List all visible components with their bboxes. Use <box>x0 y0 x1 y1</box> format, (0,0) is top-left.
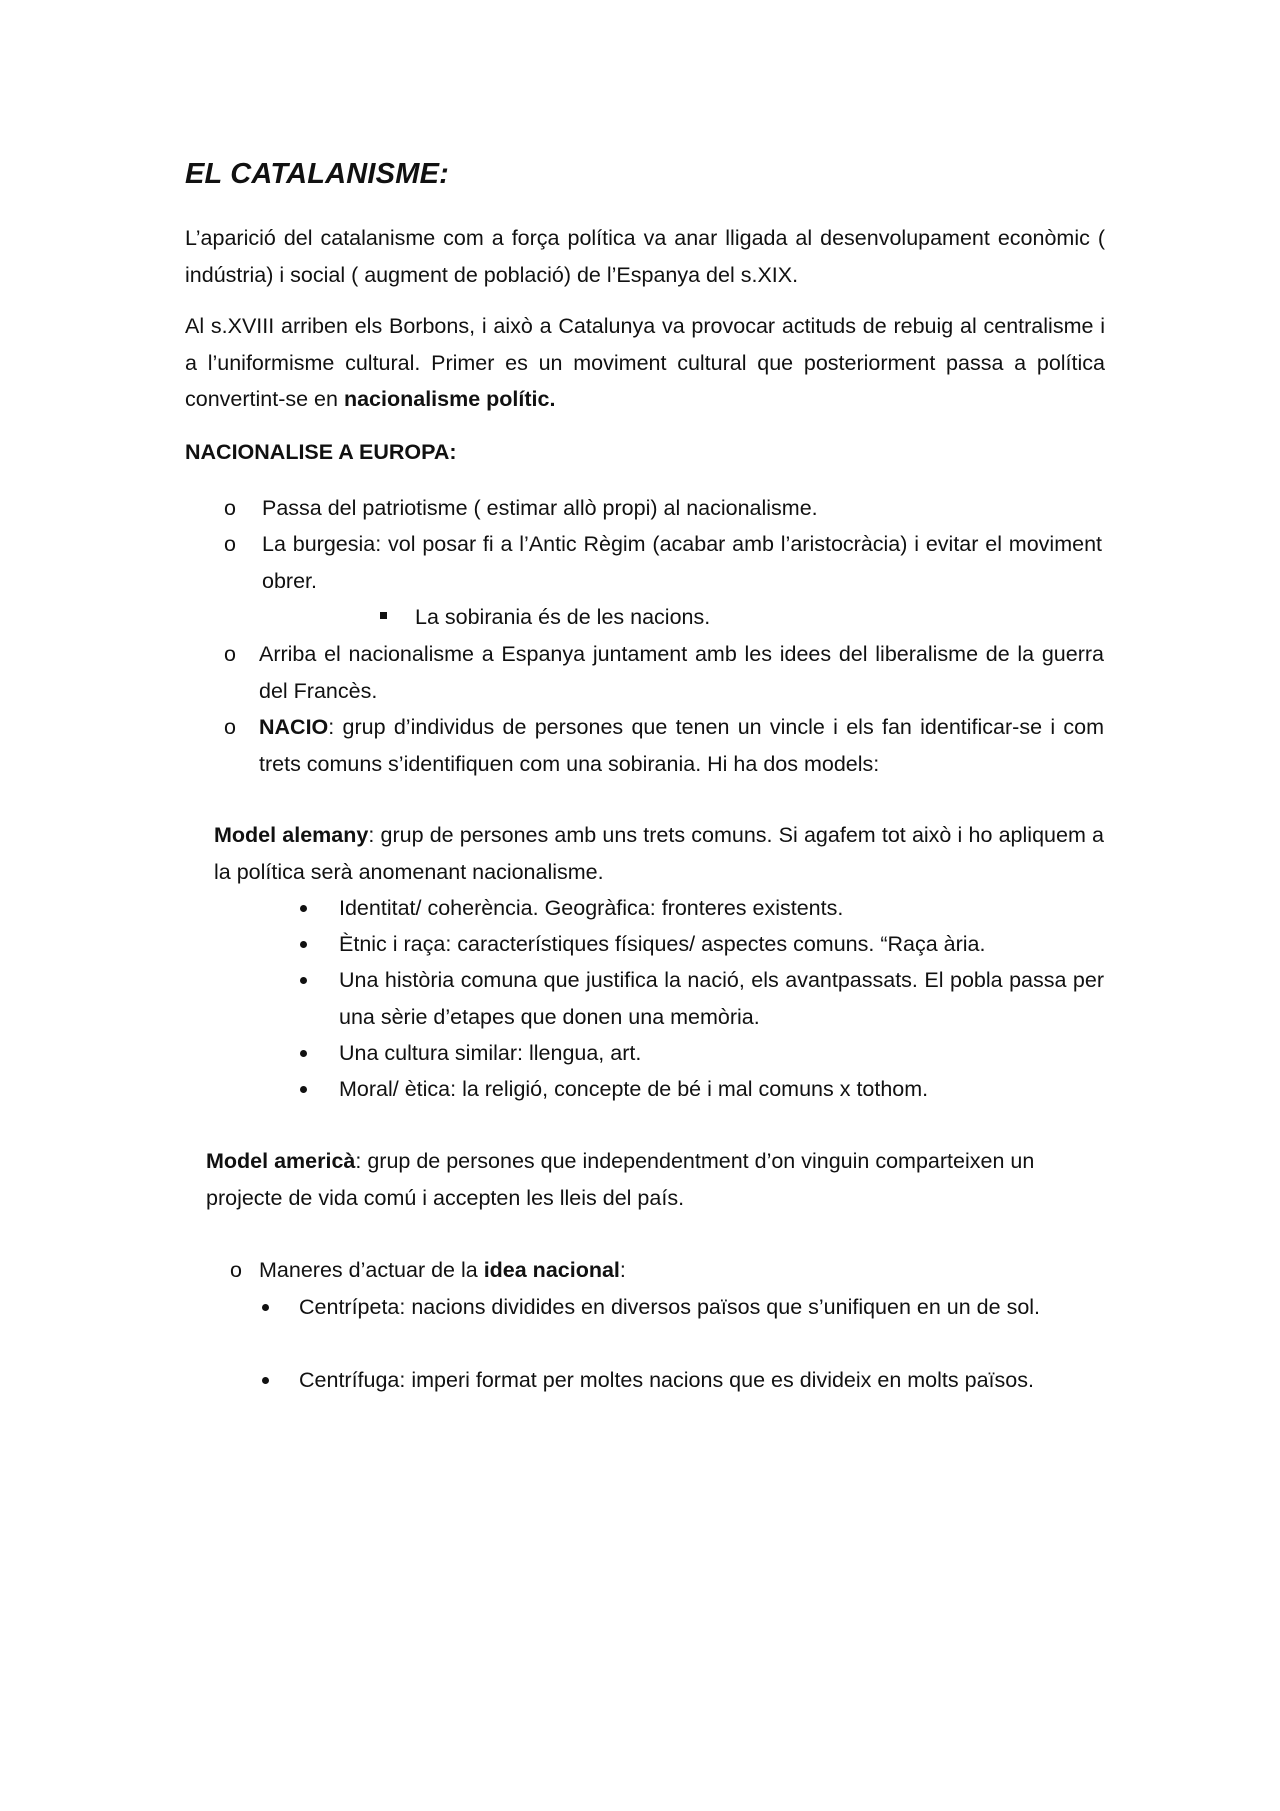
german-model-label: Model alemany <box>214 823 369 847</box>
idea-bullet-2: Centrífuga: imperi format per moltes nacions que es divideix en molts països. <box>299 1368 1034 1392</box>
list-marker: o <box>224 532 236 556</box>
list-marker: o <box>224 715 236 739</box>
europe-heading: NACIONALISE A EUROPA: <box>185 440 457 464</box>
nacio-label: NACIO <box>259 715 329 739</box>
list-marker: o <box>224 642 236 666</box>
europe-subitem-1: La sobirania és de les nacions. <box>415 605 711 629</box>
idea-nacional-suffix: : <box>619 1258 626 1282</box>
german-model-paragraph <box>214 817 1104 890</box>
list-marker: o <box>224 496 236 520</box>
american-model-paragraph <box>206 1143 1096 1216</box>
intro-paragraph-1: L’aparició del catalanisme com a força política va anar lligada al desenvolupament econòmic ( indústria) i social ( augment de població) de l’Espanya del s.XIX. <box>185 226 1105 287</box>
idea-nacional-bold: idea nacional <box>483 1258 620 1282</box>
bullet-dot <box>300 1050 307 1057</box>
german-bullet-5: Moral/ ètica: la religió, concepte de bé i mal comuns x tothom. <box>339 1077 929 1101</box>
bullet-dot <box>300 977 307 984</box>
square-bullet <box>380 612 387 619</box>
german-bullet-4: Una cultura similar: llengua, art. <box>339 1041 642 1065</box>
german-bullet-2: Ètnic i raça: característiques físiques/ aspectes comuns. “Raça ària. <box>339 932 986 956</box>
german-bullet-1: Identitat/ coherència. Geogràfica: fronteres existents. <box>339 896 844 920</box>
american-model-text: : grup de persones que independentment d’on vinguin comparteixen un projecte de vida comú i accepten les lleis del país. <box>206 1149 1035 1210</box>
idea-nacional-prefix: Maneres d’actuar de la <box>259 1258 484 1282</box>
list-marker: o <box>230 1258 242 1282</box>
europe-item-2: La burgesia: vol posar fi a l’Antic Règim (acabar amb l’aristocràcia) i evitar el moviment obrer. <box>262 532 1102 593</box>
intro-paragraph-2-text: Al s.XVIII arriben els Borbons, i això a Catalunya va provocar actituds de rebuig al centralisme i a l’uniformisme cultural. Primer es un moviment cultural que posteriorment passa a política convertint-se en <box>185 314 1105 411</box>
page-title: EL CATALANISME: <box>185 158 449 190</box>
idea-bullet-1: Centrípeta: nacions dividides en diversos països que s’unifiquen en un de sol. <box>299 1295 1041 1319</box>
american-model-label: Model americà <box>206 1149 356 1173</box>
nacio-text: : grup d’individus de persones que tenen un vincle i els fan identificar-se i com trets comuns s’identifiquen com una sobirania. Hi ha dos models: <box>259 715 1104 776</box>
bullet-dot <box>300 941 307 948</box>
bullet-dot <box>300 905 307 912</box>
german-bullet-3: Una història comuna que justifica la nació, els avantpassats. El pobla passa per una sèrie d’etapes que donen una memòria. <box>339 968 1104 1029</box>
german-model-text: : grup de persones amb uns trets comuns. Si agafem tot això i ho apliquem a la política serà anomenant nacionalisme. <box>214 823 1104 884</box>
nacio-definition <box>259 709 1104 782</box>
europe-item-1: Passa del patriotisme ( estimar allò propi) al nacionalisme. <box>262 496 818 520</box>
intro-paragraph-2-bold: nacionalisme polític. <box>343 387 556 411</box>
bullet-dot <box>262 1377 269 1384</box>
bullet-dot <box>300 1086 307 1093</box>
intro-paragraph-2 <box>185 308 1105 418</box>
idea-nacional-item <box>259 1252 1104 1289</box>
bullet-dot <box>262 1304 269 1311</box>
europe-item-3: Arriba el nacionalisme a Espanya juntament amb les idees del liberalisme de la guerra del Francès. <box>259 642 1104 703</box>
